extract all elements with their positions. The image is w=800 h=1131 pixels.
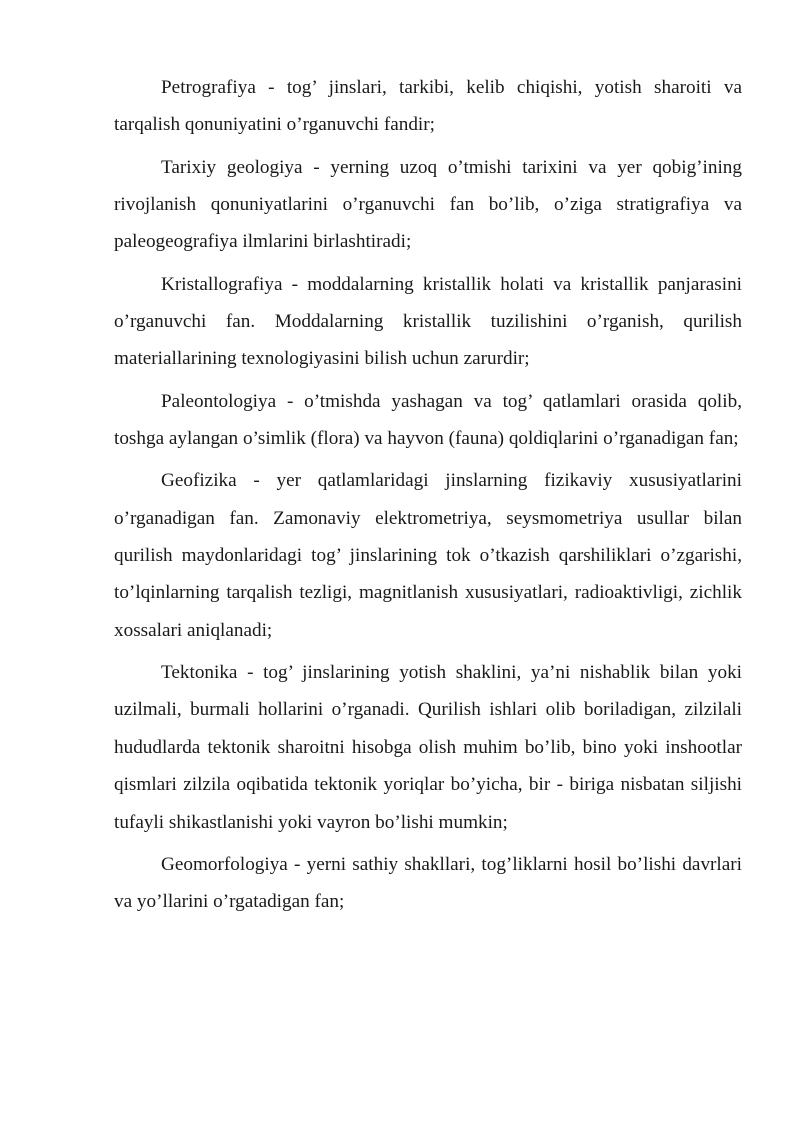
paragraph-tektonika: Tektonika - tog’ jinslarining yotish shaklini, ya’ni nishablik bilan yoki uzilmali, burmali hollarini o’rganadi. Qurilish ishlari olib boriladigan, zilzilali hududlarda tektonik sharoitni hisobga olish muhim bo’lib, bino yoki inshootlar qismlari zilzila oqibatida tektonik yoriqlar bo’yicha, bir - biriga nisbatan siljishi tufayli shikastlanishi yoki vayron bo’lishi mumkin; <box>114 662 742 833</box>
paragraph-geofizika: Geofizika - yer qatlamlaridagi jinslarning fizikaviy xususiyatlarini o’rganadigan fan. Zamonaviy elektrometriya, seysmometriya usullar bilan qurilish maydonlaridagi tog’ jinslarining tok o’tkazish qarshiliklari o’zgarishi, to’lqinlarning tarqalish tezligi, magnitlanish xususiyatlari, radioaktivligi, zichlik xossalari aniqlanadi; <box>114 470 742 641</box>
paragraph-kristallografiya: Kristallografiya - moddalarning kristallik holati va kristallik panjarasini o’rganuvchi fan. Moddalarning kristallik tuzilishini o’rganish, qurilish materiallarining texnologiyasini bilish uchun zarurdir; <box>114 273 742 370</box>
document-body <box>114 69 742 926</box>
paragraph-geomorfologiya: Geomorfologiya - yerni sathiy shakllari, tog’liklarni hosil bo’lishi davrlari va yo’llarini o’rgatadigan fan; <box>114 853 742 913</box>
paragraph-tarixiy-geologiya: Tarixiy geologiya - yerning uzoq o’tmishi tarixini va yer qobig’ining rivojlanish qonuniyatlarini o’rganuvchi fan bo’lib, o’ziga stratigrafiya va paleogeografiya ilmlarini birlashtiradi; <box>114 156 742 253</box>
paragraph-petrografiya: Petrografiya - tog’ jinslari, tarkibi, kelib chiqishi, yotish sharoiti va tarqalish qonuniyatini o’rganuvchi fandir; <box>114 77 742 136</box>
paragraph-paleontologiya: Paleontologiya - o’tmishda yashagan va tog’ qatlamlari orasida qolib, toshga aylangan o’simlik (flora) va hayvon (fauna) qoldiqlarini o’rganadigan fan; <box>114 390 742 450</box>
